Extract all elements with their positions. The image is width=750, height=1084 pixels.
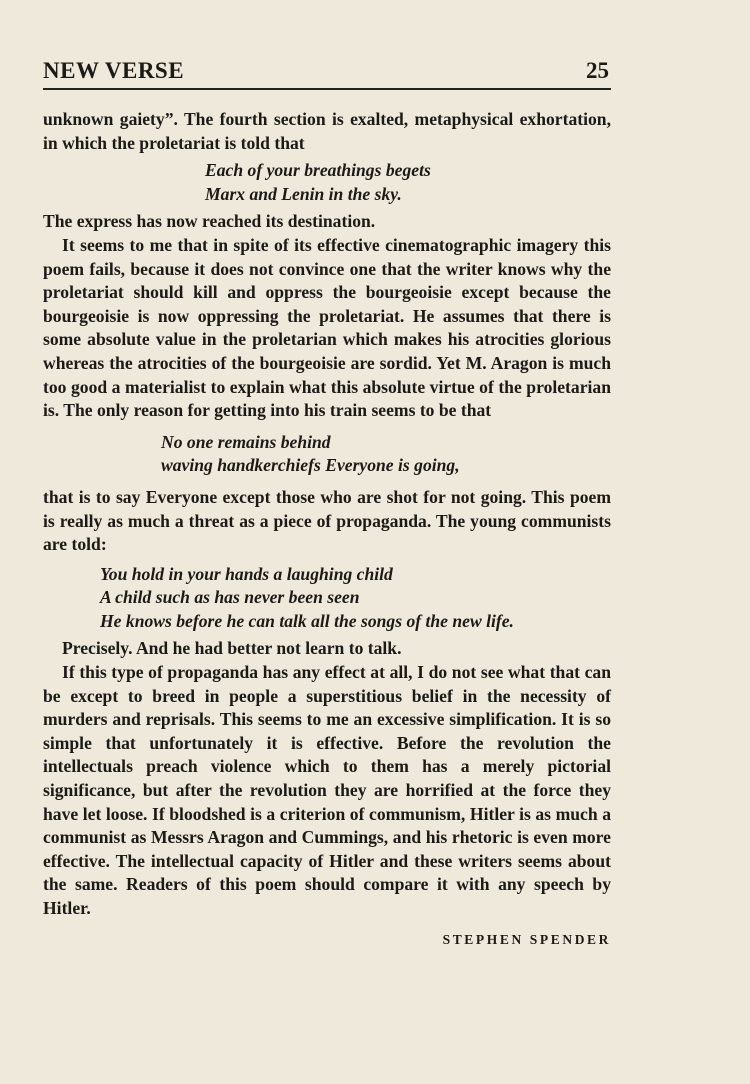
paragraph-2: The express has now reached its destination.: [43, 211, 376, 232]
paragraph-1: unknown gaiety”. The fourth section is exalted, metaphysical exhortation, in which the proletariat is told that: [43, 109, 611, 153]
verse-line: waving handkerchiefs Everyone is going,: [161, 455, 460, 476]
article-body: [43, 108, 611, 921]
running-head: NEW VERSE: [43, 58, 185, 83]
paragraph-4: that is to say Everyone except those who are shot for not going. This poem is really as much a threat as a piece of propaganda. The young communists are told:: [43, 486, 611, 555]
verse-quote-1: [43, 159, 611, 206]
verse-quote-3: [43, 563, 611, 634]
verse-quote-2: [43, 431, 611, 478]
page-header: [43, 58, 611, 90]
page-number: 25: [586, 58, 609, 83]
verse-line: Marx and Lenin in the sky.: [205, 183, 402, 204]
paragraph-5: Precisely. And he had better not learn to talk.: [62, 638, 402, 659]
paragraph-6: If this type of propaganda has any effect at all, I do not see what that can be except to breed in people a superstitious belief in the necessity of murders and reprisals. This seems to me an excessive simplification. It is so simple that unfortunately it is effective. Before the revolution the intellectuals preach violence which to them has a merely pictorial significance, but after the revolution they are horrified at the force they have let loose. If bloodshed is a criterion of communism, Hitler is as much a communist as Messrs Aragon and Cummings, and his rhetoric is even more effective. The intellectual capacity of Hitler and these writers seems about the same. Readers of this poem should compare it with any speech by Hitler.: [43, 662, 611, 918]
verse-line: No one remains behind: [161, 431, 331, 452]
paragraph-3: It seems to me that in spite of its effective cinematographic imagery this poem fails, because it does not convince one that the writer knows why the proletariat should kill and oppress the bourgeoisie except because the bourgeoisie is now oppressing the proletariat. He assumes that there is some absolute value in the proletarian which makes his atrocities glorious whereas the atrocities of the bourgeoisie are sordid. Yet M. Aragon is much too good a materialist to explain what this absolute virtue of the proletarian is. The only reason for getting into his train seems to be that: [43, 234, 611, 421]
verse-line: You hold in your hands a laughing child: [100, 563, 393, 584]
verse-line: A child such as has never been seen: [100, 587, 360, 608]
verse-line: Each of your breathings begets: [205, 160, 431, 181]
verse-line: He knows before he can talk all the songs of the new life.: [100, 610, 514, 631]
author-signature: STEPHEN SPENDER: [442, 932, 611, 947]
